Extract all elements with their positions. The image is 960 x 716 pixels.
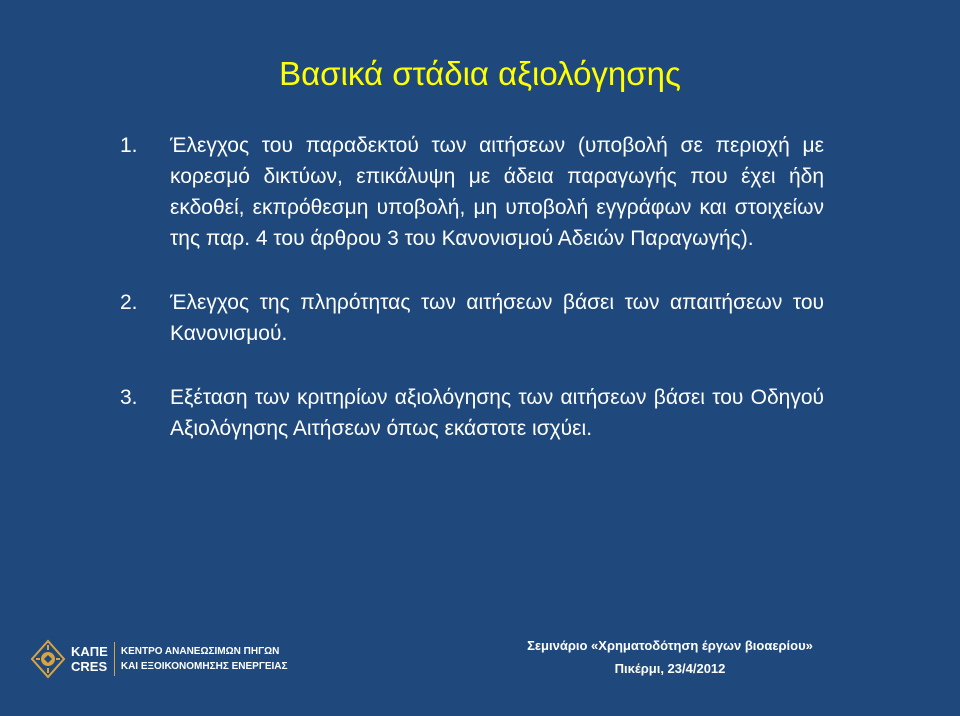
footer-date: Πικέρμι, 23/4/2012	[614, 661, 726, 676]
list-item	[120, 287, 824, 349]
item-text: Εξέταση των κριτηρίων αξιολόγησης των αιτήσεων βάσει του Οδηγού Αξιολόγησης Αιτήσεων όπως εκάστοτε ισχύει.	[170, 386, 824, 440]
footer-info	[520, 634, 820, 680]
item-number: 1.	[120, 134, 138, 157]
logo-name-line1: ΚΕΝΤΡΟ ΑΝΑΝΕΩΣΙΜΩΝ ΠΗΓΩΝ	[120, 646, 280, 657]
sun-emblem-icon	[30, 639, 66, 679]
logo-acronym	[71, 644, 108, 674]
logo-name	[121, 644, 288, 674]
slide-title: Βασικά στάδια αξιολόγησης	[279, 55, 681, 92]
stage-list	[120, 130, 824, 477]
cres-logo	[30, 638, 288, 680]
list-item	[120, 382, 824, 444]
logo-divider	[114, 642, 115, 676]
logo-acronym-latin: CRES	[71, 659, 108, 674]
item-text: Έλεγχος της πληρότητας των αιτήσεων βάσει των απαιτήσεων του Κανονισμού.	[170, 291, 824, 345]
logo-name-line2: ΚΑΙ ΕΞΟΙΚΟΝΟΜΗΣΗΣ ΕΝΕΡΓΕΙΑΣ	[120, 661, 288, 672]
item-text: Έλεγχος του παραδεκτού των αιτήσεων (υποβολή σε περιοχή με κορεσμό δικτύων, επικάλυψη με άδεια παραγωγής που έχει ήδη εκδοθεί, εκπρόθεσμη υποβολή, μη υποβολή εγγράφων και στοιχείων της παρ. 4 του άρθρου 3 του Κανονισμού Αδειών Παραγωγής).	[170, 134, 824, 250]
footer-event: Σεμινάριο «Χρηματοδότηση έργων βιοαερίου»	[527, 638, 813, 653]
item-number: 2.	[120, 291, 138, 314]
logo-acronym-greek: ΚΑΠΕ	[71, 644, 108, 659]
item-number: 3.	[120, 386, 138, 409]
list-item	[120, 130, 824, 254]
